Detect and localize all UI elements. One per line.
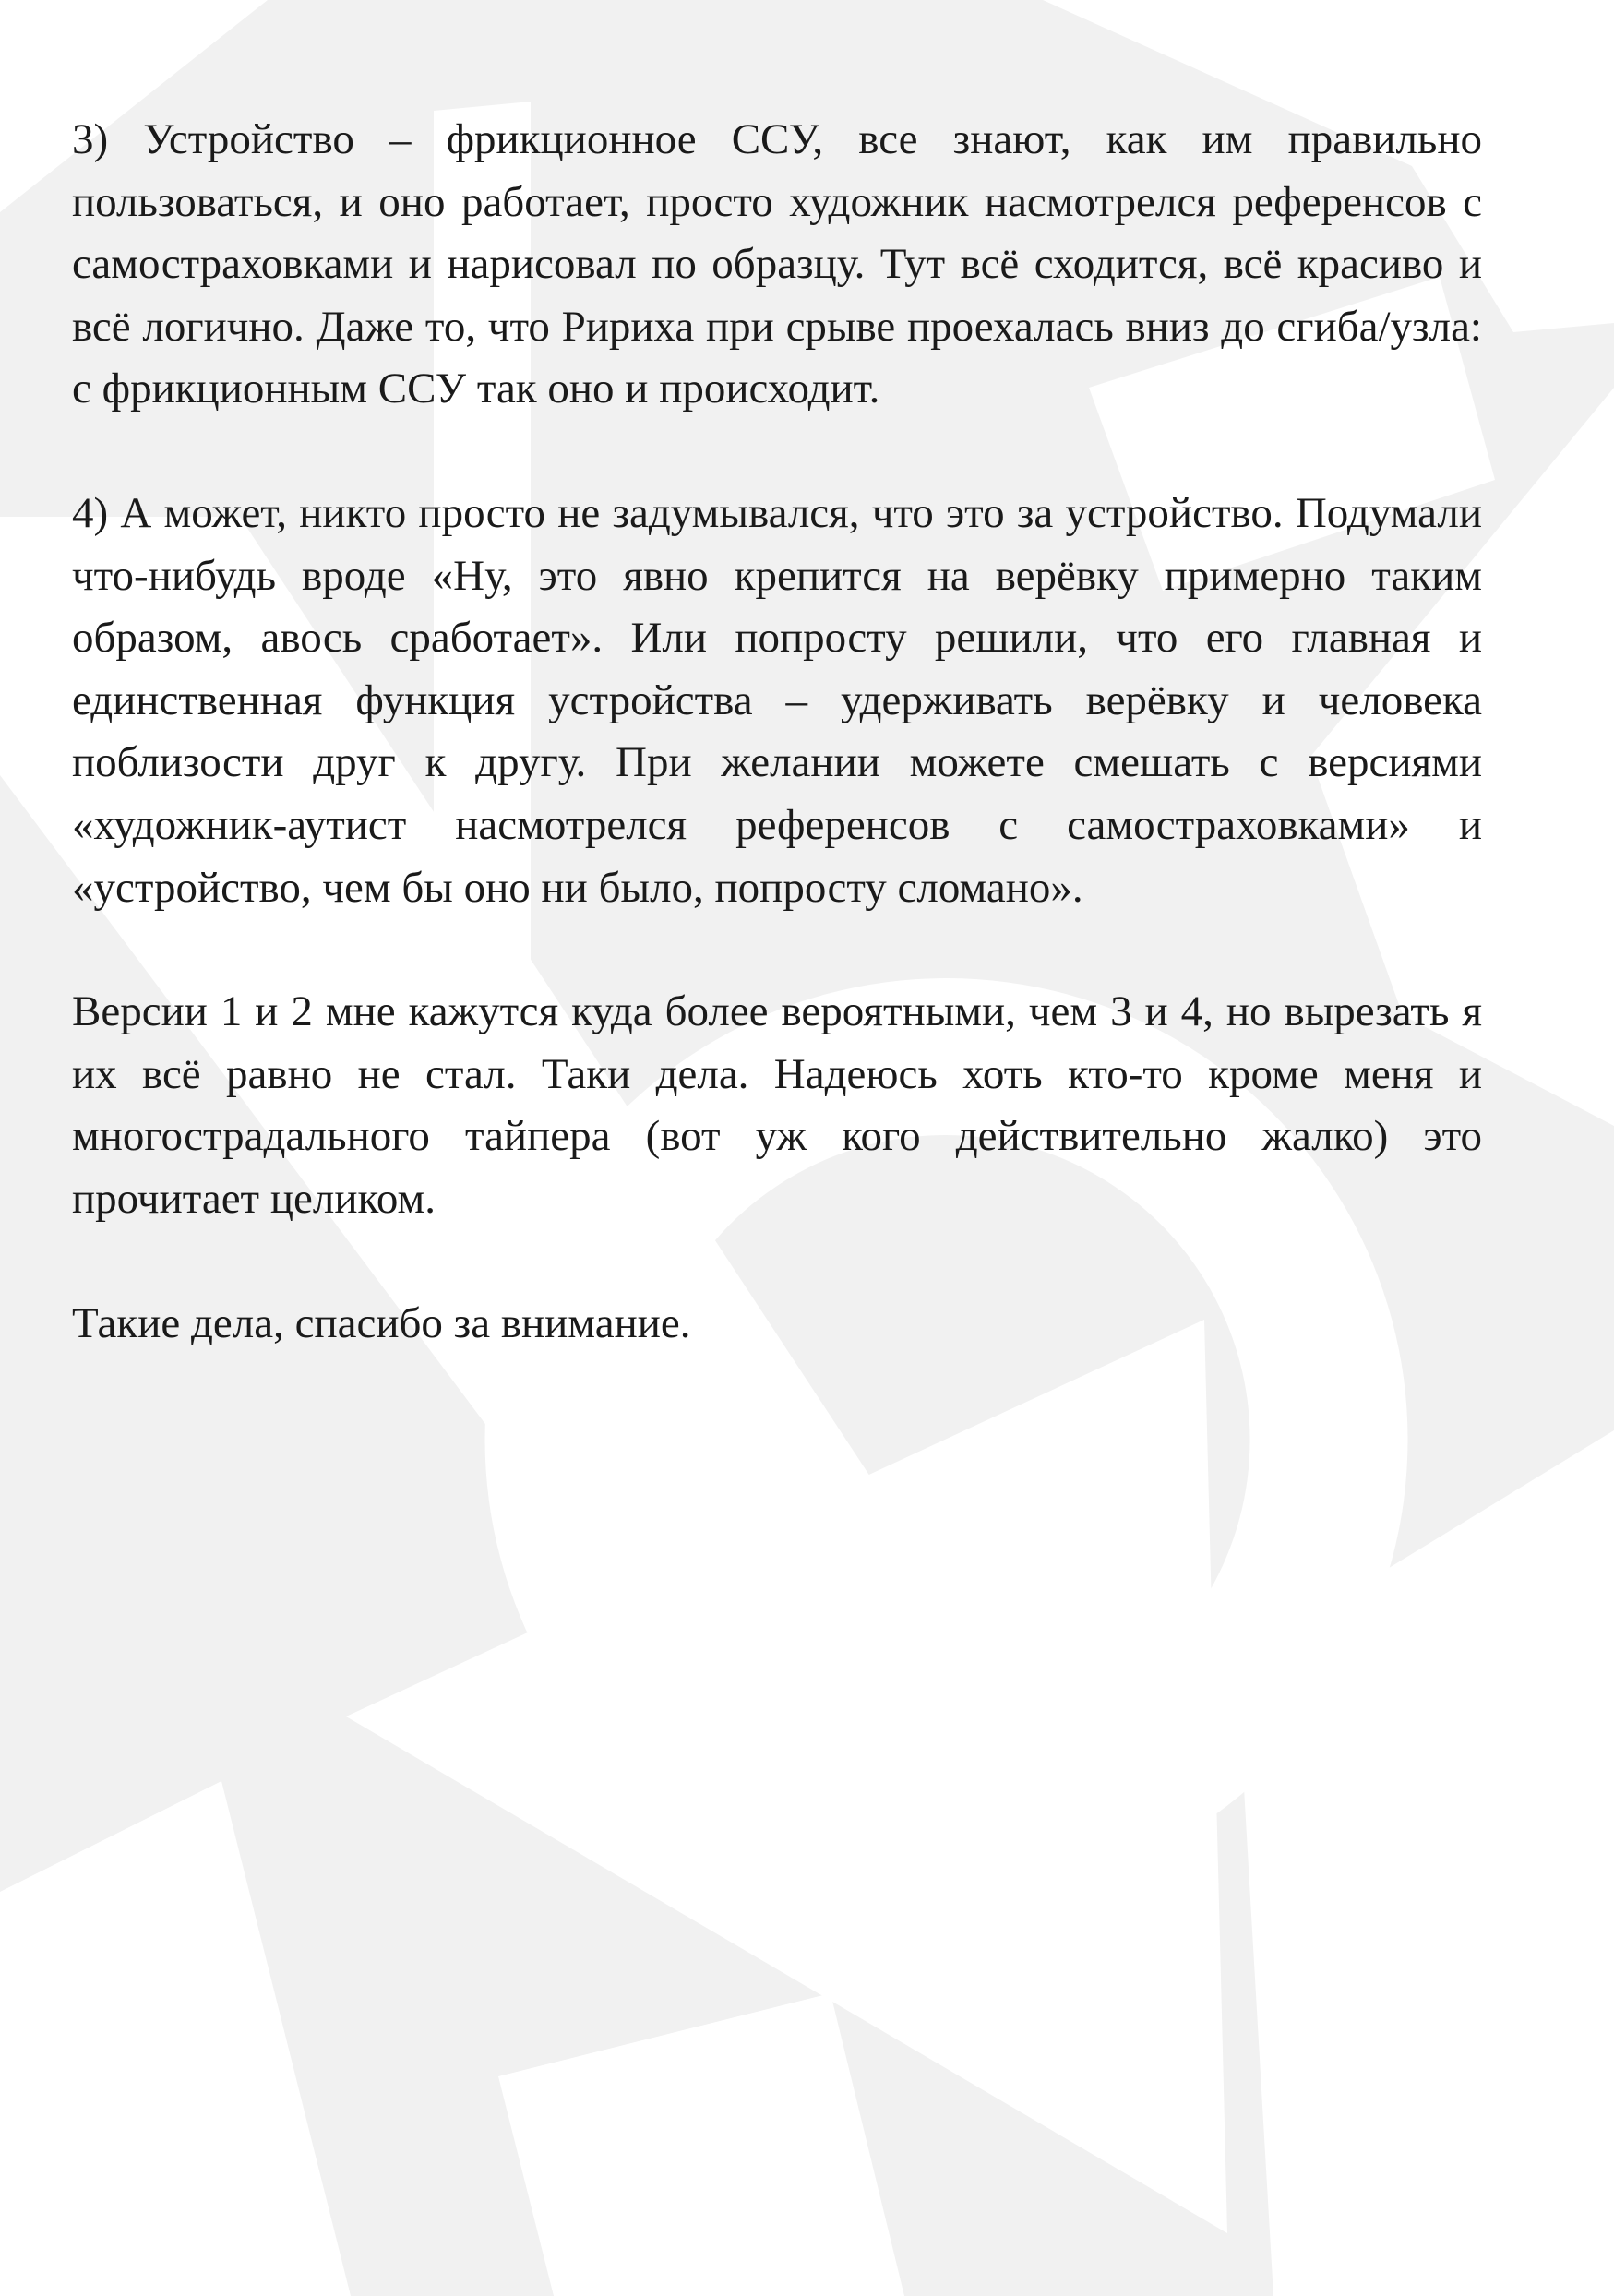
paragraph-conclusion: Версии 1 и 2 мне кажутся куда более вероятными, чем 3 и 4, но вырезать я их всё равно не стал. Таки дела. Надеюсь хоть кто-то кроме меня и многострадального тайпера (вот уж кого действительно жалко) это прочитает целиком. [72,987,1482,1223]
paragraph-version-3: 3) Устройство – фрикционное ССУ, все знают, как им правильно пользоваться, и оно работает, просто художник насмотрелся референсов с самостраховками и нарисовал по образцу. Тут всё сходится, всё красиво и всё логично. Даже то, что Ририха при срыве проехалась вниз до сгиба/узла: с фрикционным ССУ так оно и происходит. [72,115,1482,413]
body-text [72,109,1482,1355]
paragraph-version-4: 4) А может, никто просто не задумывался, что это за устройство. Подумали что-нибудь вроде «Ну, это явно крепится на верёвку примерно таким образом, авось сработает». Или попросту решили, что его главная и единственная функция устройства – удерживать верёвку и человека поблизости друг к другу. При желании можете смешать с версиями «художник-аутист насмотрелся референсов с самостраховками» и «устройство, чем бы оно ни было, попросту сломано». [72,488,1482,912]
paragraph-closing: Такие дела, спасибо за внимание. [72,1298,691,1347]
